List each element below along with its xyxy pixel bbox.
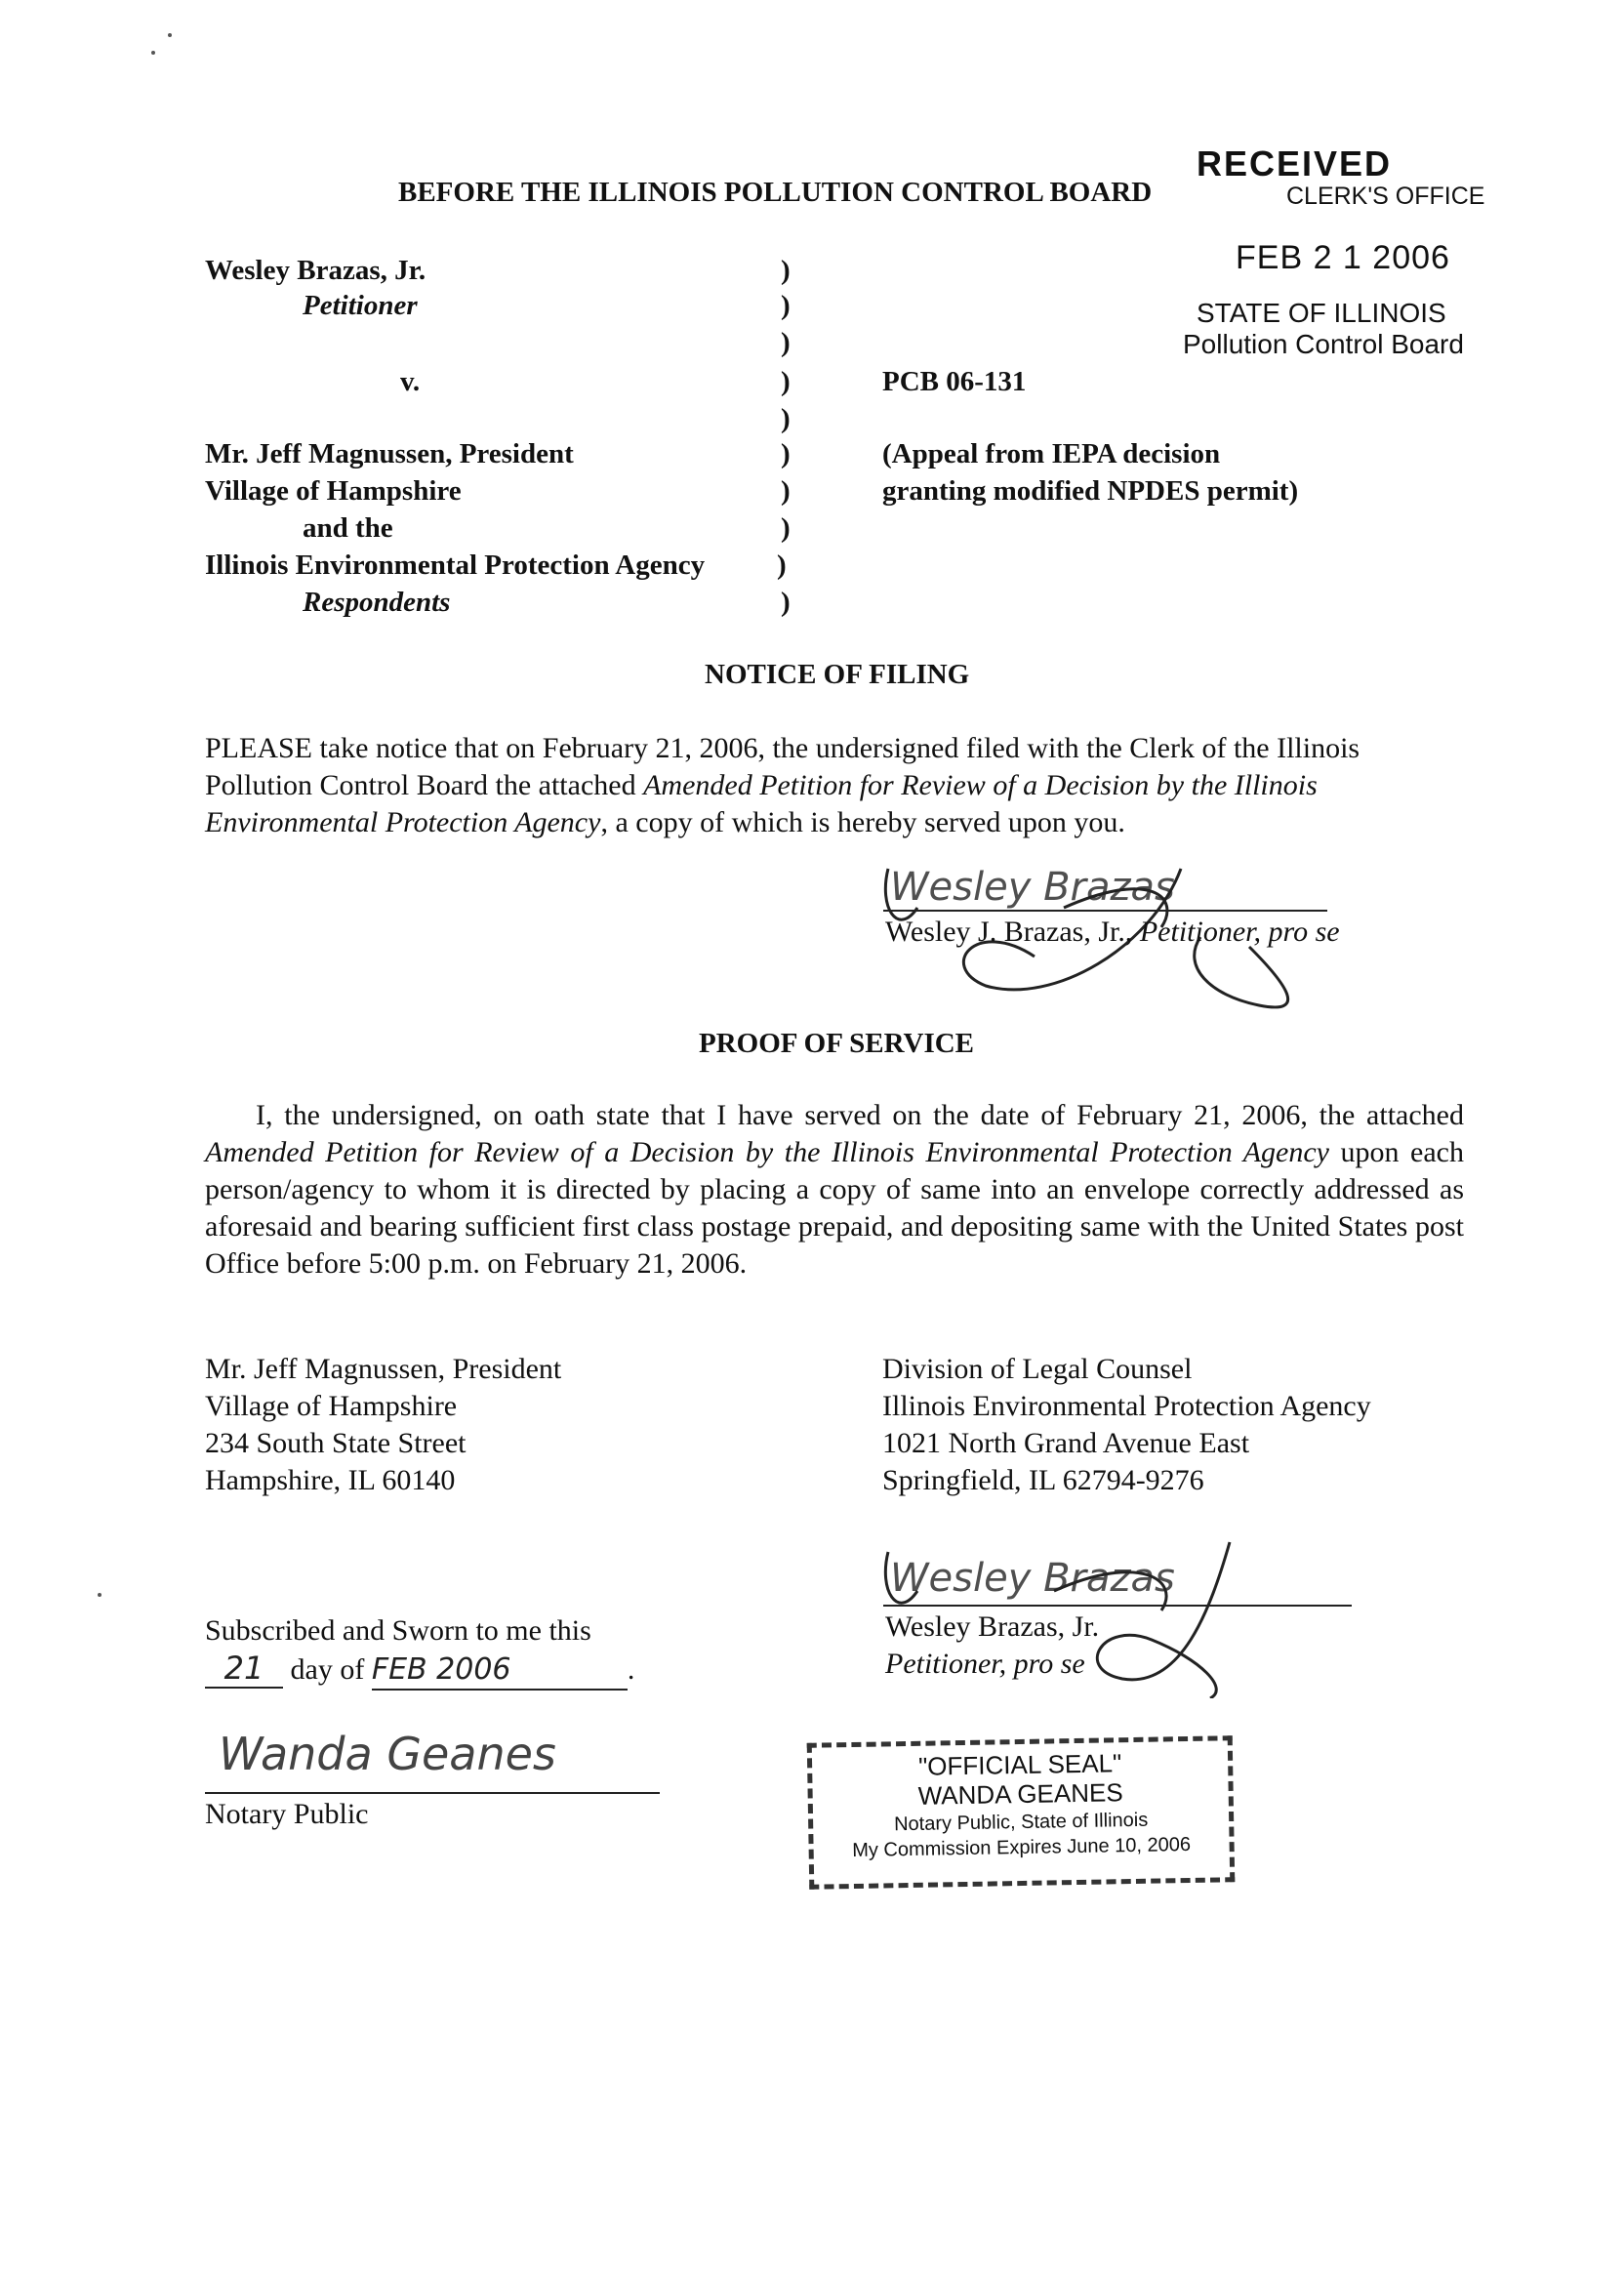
caption-paren: ) <box>781 512 791 544</box>
notary-signature: Wanda Geanes <box>219 1728 556 1780</box>
seal-title: "OFFICIAL SEAL" <box>917 1748 1122 1781</box>
notary-signature-line <box>205 1792 660 1794</box>
respondent-1: Mr. Jeff Magnussen, President <box>205 438 574 469</box>
state-stamp: STATE OF ILLINOIS <box>1197 298 1446 328</box>
address-left-line: 234 South State Street <box>205 1427 467 1459</box>
address-left-line: Village of Hampshire <box>205 1390 458 1422</box>
notary-day: 21 <box>205 1650 283 1689</box>
notice-signer-role: Petitioner, pro se <box>1139 916 1340 948</box>
caption-paren: ) <box>781 403 791 434</box>
seal-notary-state: Notary Public, State of Illinois <box>893 1809 1149 1836</box>
notice-heading: NOTICE OF FILING <box>705 659 970 690</box>
notice-signature: Wesley Brazas <box>890 865 1175 910</box>
seal-name: WANDA GEANES <box>917 1777 1123 1811</box>
notice-text-after: , a copy of which is hereby served upon you. <box>600 806 1125 838</box>
caption-paren: ) <box>777 550 787 581</box>
service-signer-name: Wesley Brazas, Jr. <box>885 1610 1100 1643</box>
proof-text-before: I, the undersigned, on oath state that I have served on the date of February 21, 2006, the attached <box>256 1099 1464 1131</box>
notice-paragraph <box>205 730 1444 841</box>
caption-paren: ) <box>781 438 791 469</box>
caption-paren: ) <box>781 327 791 358</box>
document-header: BEFORE THE ILLINOIS POLLUTION CONTROL BOARD <box>398 177 1153 208</box>
notice-signer-name: Wesley J. Brazas, Jr., <box>885 916 1133 948</box>
respondent-2: Village of Hampshire <box>205 475 462 507</box>
notary-public-label: Notary Public <box>205 1798 369 1830</box>
notary-date-line <box>205 1650 634 1691</box>
received-stamp: RECEIVED <box>1197 143 1393 183</box>
caption-paren: ) <box>781 475 791 507</box>
address-left-line: Hampshire, IL 60140 <box>205 1464 456 1496</box>
notary-day-of: day of <box>290 1653 365 1686</box>
proof-paragraph <box>205 1097 1464 1283</box>
appeal-description-2: granting modified NPDES permit) <box>882 475 1299 507</box>
respondents-role: Respondents <box>303 587 451 618</box>
board-stamp: Pollution Control Board <box>1183 329 1464 359</box>
clerks-office-stamp: CLERK'S OFFICE <box>1286 183 1485 210</box>
caption-paren: ) <box>781 587 791 618</box>
case-number: PCB 06-131 <box>882 366 1027 397</box>
service-signer-role: Petitioner, pro se <box>885 1648 1085 1680</box>
appeal-description-1: (Appeal from IEPA decision <box>882 438 1221 469</box>
address-left-line: Mr. Jeff Magnussen, President <box>205 1353 562 1385</box>
subscribed-sworn: Subscribed and Sworn to me this <box>205 1614 591 1647</box>
page-speck <box>168 33 172 37</box>
notice-text-before: PLEASE take notice that on February 21, 2006, the undersigned filed with the Clerk of the Illinois Pollution Control Board the attached <box>205 732 1360 801</box>
address-right-line: Division of Legal Counsel <box>882 1353 1193 1385</box>
petitioner-name: Wesley Brazas, Jr. <box>205 255 426 286</box>
and-the: and the <box>303 512 393 544</box>
page-speck <box>151 51 155 55</box>
notice-document-title: Amended Petition for Review of a Decision by the Illinois Environmental Protection Agency <box>205 769 1318 838</box>
caption-paren: ) <box>781 255 791 286</box>
seal-commission: My Commission Expires June 10, 2006 <box>852 1833 1192 1862</box>
page-speck <box>98 1593 102 1597</box>
received-date-stamp: FEB 2 1 2006 <box>1236 239 1450 276</box>
proof-document-title: Amended Petition for Review of a Decision by the Illinois Environmental Protection Agency <box>205 1136 1329 1168</box>
service-signature: Wesley Brazas <box>890 1556 1175 1601</box>
versus: v. <box>400 366 421 397</box>
notary-period: . <box>627 1653 635 1686</box>
notice-signer <box>885 914 1340 951</box>
caption-paren: ) <box>781 290 791 321</box>
proof-heading: PROOF OF SERVICE <box>699 1028 975 1059</box>
address-right-line: Springfield, IL 62794-9276 <box>882 1464 1204 1496</box>
caption-paren: ) <box>781 366 791 397</box>
respondent-3: Illinois Environmental Protection Agency <box>205 550 706 581</box>
petitioner-role: Petitioner <box>303 290 418 321</box>
service-signature-line <box>883 1605 1352 1607</box>
notary-month-year: FEB 2006 <box>372 1651 628 1691</box>
proof-text-after: upon each person/agency to whom it is directed by placing a copy of same into an envelope correctly addressed as aforesaid and bearing sufficient first class postage prepaid, and depositing same with the United States post Office before 5:00 p.m. on February 21, 2006. <box>205 1136 1464 1280</box>
notice-signature-line <box>883 910 1327 912</box>
address-right-line: 1021 North Grand Avenue East <box>882 1427 1250 1459</box>
address-right-line: Illinois Environmental Protection Agency <box>882 1390 1371 1422</box>
official-seal <box>807 1735 1236 1890</box>
